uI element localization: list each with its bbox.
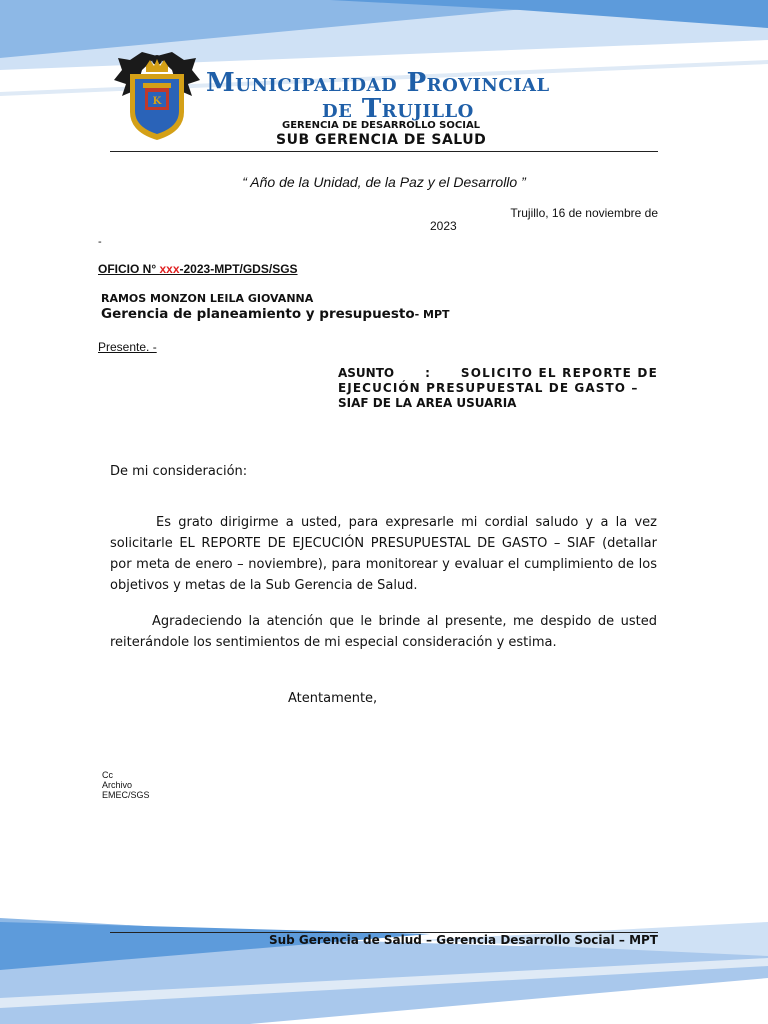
header-rule — [110, 151, 658, 152]
paragraph-2-line-1: Agradeciendo la atención que le brinde al presente, me despido de usted — [152, 614, 657, 629]
asunto-block — [338, 366, 658, 411]
cc-line-3: EMEC/SGS — [102, 790, 150, 800]
cc-line-2: Archivo — [102, 780, 133, 790]
closing: Atentamente, — [288, 691, 378, 706]
asunto-line-3: SIAF DE LA AREA USUARIA — [338, 396, 517, 410]
body-paragraph-1 — [110, 512, 657, 596]
presente-line: Presente. - — [98, 340, 157, 354]
sub-department-name: SUB GERENCIA DE SALUD — [276, 132, 487, 148]
coat-of-arms-icon — [112, 50, 202, 142]
recipient-office-suffix: - MPT — [414, 308, 450, 321]
asunto-line-1 — [338, 366, 658, 381]
date-line-2: 2023 — [430, 219, 457, 233]
year-motto: “ Año de la Unidad, de la Paz y el Desarrollo ” — [242, 174, 526, 190]
department-name: GERENCIA DE DESARROLLO SOCIAL — [282, 120, 481, 131]
institution-name-line1: Municipalidad Provincial — [206, 68, 550, 98]
footer-decoration — [0, 900, 768, 1024]
institution-name-line2: de Trujillo — [322, 94, 474, 124]
recipient-office — [101, 306, 450, 322]
oficio-prefix: OFICIO N° — [98, 262, 160, 276]
recipient-office-name: Gerencia de planeamiento y presupuesto — [101, 306, 415, 322]
body-paragraph-2 — [110, 611, 657, 653]
paragraph-2-line-2: reiterándole los sentimientos de mi especial consideración y estima. — [110, 635, 557, 650]
oficio-suffix: -2023-MPT/GDS/SGS — [179, 262, 298, 276]
asunto-colon: : — [425, 366, 430, 380]
footer-text: Sub Gerencia de Salud – Gerencia Desarrollo Social – MPT — [268, 933, 658, 947]
stray-mark: - — [98, 236, 102, 248]
salutation: De mi consideración: — [110, 464, 248, 479]
svg-text:K: K — [152, 96, 162, 107]
asunto-line1-text: SOLICITO EL REPORTE DE — [460, 366, 658, 380]
oficio-placeholder-number: xxx — [159, 262, 180, 276]
cc-line-1: Cc — [102, 770, 113, 780]
cc-block — [102, 770, 150, 800]
paragraph-1-line-3: por meta de enero – noviembre), para monitorear y evaluar el cumplimiento de los — [110, 557, 657, 572]
asunto-label: ASUNTO — [338, 366, 395, 380]
paragraph-1-line-1: Es grato dirigirme a usted, para expresarle mi cordial saludo y a la vez — [156, 515, 657, 530]
asunto-line-2: EJECUCIÓN PRESUPUESTAL DE GASTO – — [338, 381, 639, 395]
paragraph-1-line-2: solicitarle EL REPORTE DE EJECUCIÓN PRESUPUESTAL DE GASTO – SIAF (detallar — [110, 536, 657, 551]
paragraph-1-line-4: objetivos y metas de la Sub Gerencia de Salud. — [110, 578, 418, 593]
recipient-name: RAMOS MONZON LEILA GIOVANNA — [101, 292, 314, 305]
date-line-1: Trujillo, 16 de noviembre de — [510, 206, 658, 220]
oficio-number — [98, 262, 298, 276]
